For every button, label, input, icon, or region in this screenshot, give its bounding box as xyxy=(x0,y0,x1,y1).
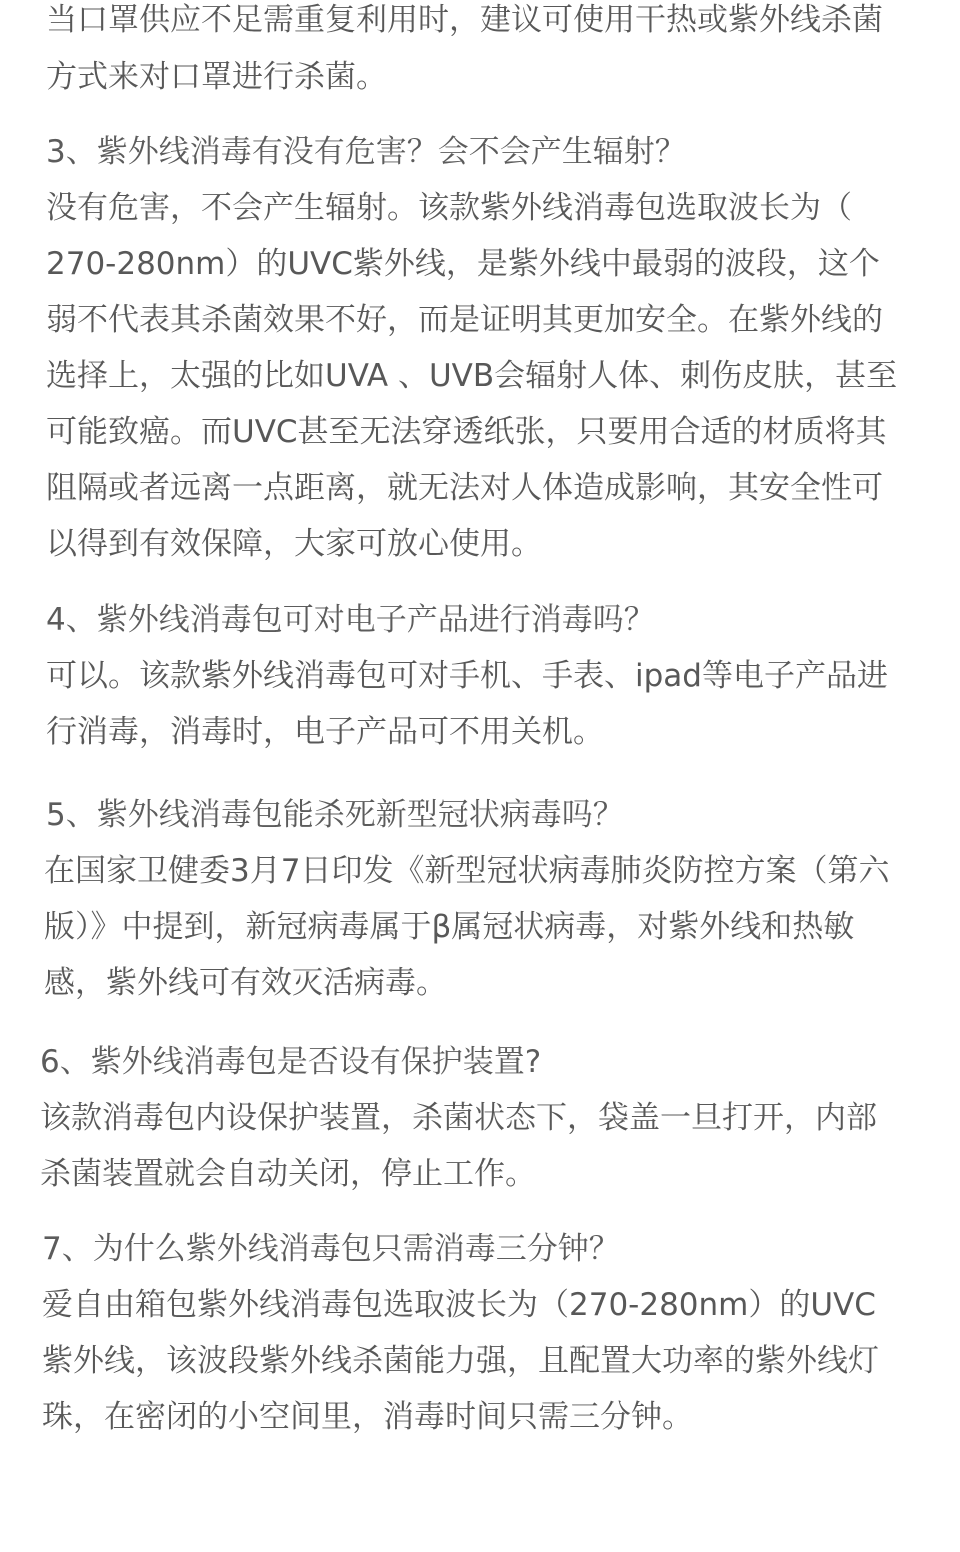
faq-answer-line: 该款消毒包内设保护装置，杀菌状态下，袋盖一旦打开，内部 xyxy=(40,1100,877,1136)
faq-answer-line: 行消毒，消毒时，电子产品可不用关机。 xyxy=(46,714,604,750)
intro-line: 方式来对口罩进行杀菌。 xyxy=(46,59,387,95)
intro-line: 当口罩供应不足需重复利用时，建议可使用干热或紫外线杀菌 xyxy=(46,2,883,38)
faq-answer-line: 在国家卫健委3月7日印发《新型冠状病毒肺炎防控方案（第六 xyxy=(44,853,890,889)
faq-answer-line: 270-280nm）的UVC紫外线，是紫外线中最弱的波段，这个 xyxy=(46,246,880,282)
faq-question: 4、紫外线消毒包可对电子产品进行消毒吗？ xyxy=(46,602,655,638)
faq-answer-line: 杀菌装置就会自动关闭，停止工作。 xyxy=(40,1156,536,1192)
faq-answer-line: 感，紫外线可有效灭活病毒。 xyxy=(44,965,447,1001)
faq-answer-line: 可以。该款紫外线消毒包可对手机、手表、ipad等电子产品进 xyxy=(46,658,888,694)
faq-answer-line: 弱不代表其杀菌效果不好，而是证明其更加安全。在紫外线的 xyxy=(46,302,883,338)
faq-question: 6、紫外线消毒包是否设有保护装置? xyxy=(40,1044,542,1080)
faq-answer-line: 版）》中提到，新冠病毒属于β属冠状病毒，对紫外线和热敏 xyxy=(44,909,855,945)
faq-answer-line: 可能致癌。而UVC甚至无法穿透纸张，只要用合适的材质将其 xyxy=(46,414,887,450)
faq-answer-line: 阻隔或者远离一点距离，就无法对人体造成影响，其安全性可 xyxy=(46,470,883,506)
faq-question: 7、为什么紫外线消毒包只需消毒三分钟？ xyxy=(42,1231,620,1267)
faq-question: 5、紫外线消毒包能杀死新型冠状病毒吗？ xyxy=(46,797,624,833)
faq-answer-line: 以得到有效保障，大家可放心使用。 xyxy=(46,526,542,562)
faq-answer-line: 珠，在密闭的小空间里，消毒时间只需三分钟。 xyxy=(42,1399,693,1435)
faq-question: 3、紫外线消毒有没有危害？会不会产生辐射？ xyxy=(46,134,686,170)
faq-answer-line: 没有危害，不会产生辐射。该款紫外线消毒包选取波长为（ xyxy=(46,190,852,226)
faq-answer-line: 选择上，太强的比如UVA 、UVB会辐射人体、刺伤皮肤，甚至 xyxy=(46,358,898,394)
faq-answer-line: 紫外线，该波段紫外线杀菌能力强，且配置大功率的紫外线灯 xyxy=(42,1343,879,1379)
faq-answer-line: 爱自由箱包紫外线消毒包选取波长为（270-280nm）的UVC xyxy=(42,1287,876,1323)
